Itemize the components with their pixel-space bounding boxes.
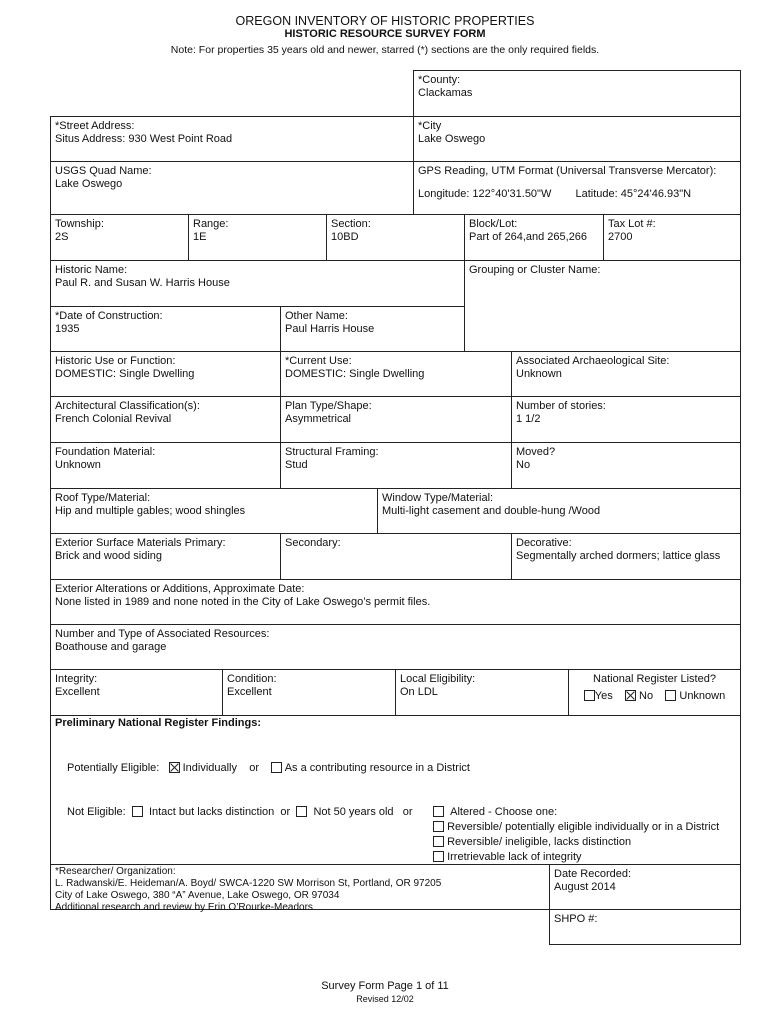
exterior-primary-value: Brick and wood siding	[55, 550, 163, 562]
nr-listed-label: National Register Listed?	[593, 673, 716, 685]
blocklot-label: Block/Lot:	[469, 218, 518, 230]
taxlot-cell	[603, 214, 741, 261]
arch-site-cell	[511, 351, 741, 397]
range-cell	[188, 214, 327, 261]
individually-label: Individually	[182, 762, 237, 774]
moved-label: Moved?	[516, 446, 556, 458]
irretrievable-label: Irretrievable lack of integrity	[447, 851, 582, 863]
street-value: Situs Address: 930 West Point Road	[55, 133, 233, 145]
other-name-label: Other Name:	[285, 310, 348, 322]
irretrievable-checkbox[interactable]	[433, 851, 444, 862]
findings-heading: Preliminary National Register Findings:	[55, 717, 261, 729]
county-value: Clackamas	[418, 87, 473, 99]
local-eligibility-cell	[395, 669, 569, 716]
exterior-primary-label: Exterior Surface Materials Primary:	[55, 537, 226, 549]
framing-value: Stud	[285, 459, 308, 471]
arch-site-label: Associated Archaeological Site:	[516, 355, 670, 367]
street-cell	[50, 116, 414, 162]
current-use-label: *Current Use:	[285, 355, 352, 367]
decorative-cell	[511, 533, 741, 580]
contributing-checkbox[interactable]	[271, 762, 282, 773]
city-label: *City	[418, 120, 442, 132]
local-eligibility-label: Local Eligibility:	[400, 673, 476, 685]
shpo-label: SHPO #:	[554, 913, 598, 925]
historic-use-cell	[50, 351, 281, 397]
usgs-label: USGS Quad Name:	[55, 165, 152, 177]
integrity-label: Integrity:	[55, 673, 98, 685]
reversible1-checkbox[interactable]	[433, 821, 444, 832]
historic-name-cell	[50, 260, 465, 307]
other-name-value: Paul Harris House	[285, 323, 375, 335]
historic-name-label: Historic Name:	[55, 264, 128, 276]
township-cell	[50, 214, 189, 261]
usgs-value: Lake Oswego	[55, 178, 123, 190]
date-recorded-cell	[549, 864, 741, 910]
roof-label: Roof Type/Material:	[55, 492, 151, 504]
researcher-label: *Researcher/ Organization:	[55, 866, 176, 877]
section-label: Section:	[331, 218, 371, 230]
form-subtitle: HISTORIC RESOURCE SURVEY FORM	[284, 28, 486, 40]
individually-checkbox[interactable]	[169, 762, 180, 773]
plan-type-cell	[280, 396, 512, 443]
window-label: Window Type/Material:	[382, 492, 494, 504]
intact-label: Intact but lacks distinction	[148, 806, 275, 818]
foundation-cell	[50, 442, 281, 489]
reversible2-label: Reversible/ ineligible, lacks distinction	[447, 836, 632, 848]
moved-value: No	[516, 459, 531, 471]
historic-name-value: Paul R. and Susan W. Harris House	[55, 277, 230, 289]
framing-label: Structural Framing:	[285, 446, 379, 458]
grouping-cell	[464, 260, 741, 352]
range-label: Range:	[193, 218, 229, 230]
integrity-value: Excellent	[55, 686, 100, 698]
arch-class-cell	[50, 396, 281, 443]
nr-no-label: No	[639, 690, 654, 702]
form-note: Note: For properties 35 years old and newer, starred (*) sections are the only required fields.	[170, 44, 600, 56]
potentially-eligible-label: Potentially Eligible:	[67, 762, 160, 774]
current-use-value: DOMESTIC: Single Dwelling	[285, 368, 425, 380]
gps-label: GPS Reading, UTM Format (Universal Transverse Mercator):	[418, 165, 717, 177]
not50-checkbox[interactable]	[296, 806, 307, 817]
other-name-cell	[280, 306, 465, 352]
page-number: Survey Form Page 1 of 11	[321, 980, 449, 992]
condition-cell	[222, 669, 396, 716]
arch-class-value: French Colonial Revival	[55, 413, 172, 425]
grouping-label: Grouping or Cluster Name:	[469, 264, 601, 276]
local-eligibility-value: On LDL	[400, 686, 438, 698]
gps-latitude: Latitude: 45°24'46.93"N	[575, 188, 692, 200]
city-value: Lake Oswego	[418, 133, 486, 145]
plan-type-value: Asymmetrical	[285, 413, 352, 425]
nr-unknown-label: Unknown	[679, 690, 726, 702]
date-recorded-label: Date Recorded:	[554, 868, 632, 880]
altered-label: Altered - Choose one:	[450, 806, 558, 818]
county-label: *County:	[418, 74, 461, 86]
findings-block	[50, 715, 741, 865]
researcher-cell	[50, 864, 550, 913]
revised-date: Revised 12/02	[356, 994, 414, 1004]
historic-use-label: Historic Use or Function:	[55, 355, 176, 367]
reversible2-row	[433, 836, 631, 848]
condition-label: Condition:	[227, 673, 277, 685]
street-label: *Street Address:	[55, 120, 135, 132]
moved-cell	[511, 442, 741, 489]
altered-checkbox[interactable]	[433, 806, 444, 817]
condition-value: Excellent	[227, 686, 272, 698]
gps-cell	[413, 161, 741, 215]
exterior-primary-cell	[50, 533, 281, 580]
blocklot-cell	[464, 214, 604, 261]
date-construction-cell	[50, 306, 281, 352]
framing-cell	[280, 442, 512, 489]
altered-row	[433, 806, 557, 818]
county-cell	[413, 70, 741, 117]
nr-yes-label: Yes	[594, 690, 613, 702]
current-use-cell	[280, 351, 512, 397]
date-recorded-value: August 2014	[554, 881, 616, 893]
not-eligible-label: Not Eligible:	[67, 806, 126, 818]
not50-label: Not 50 years old	[313, 806, 394, 818]
plan-type-label: Plan Type/Shape:	[285, 400, 372, 412]
researcher-line3: Additional research and review by Erin O’Rourke-Meadors	[55, 902, 313, 913]
arch-site-value: Unknown	[516, 368, 562, 380]
foundation-value: Unknown	[55, 459, 101, 471]
section-value: 10BD	[331, 231, 359, 243]
nr-listed-cell	[568, 669, 741, 716]
nr-unknown-checkbox[interactable]	[665, 690, 676, 701]
usgs-cell	[50, 161, 414, 215]
alterations-value: None listed in 1989 and none noted in the City of Lake Oswego’s permit files.	[55, 596, 431, 608]
or-label-3: or	[402, 806, 413, 818]
resources-value: Boathouse and garage	[55, 641, 167, 653]
secondary-cell	[280, 533, 512, 580]
gps-longitude: Longitude: 122°40'31.50"W	[418, 188, 552, 200]
shpo-cell	[549, 909, 741, 945]
range-value: 1E	[193, 231, 207, 243]
researcher-line2: City of Lake Oswego, 380 “A” Avenue, Lake Oswego, OR 97034	[55, 890, 340, 901]
foundation-label: Foundation Material:	[55, 446, 156, 458]
historic-use-value: DOMESTIC: Single Dwelling	[55, 368, 195, 380]
resources-cell	[50, 624, 741, 670]
researcher-line1: L. Radwanski/E. Heideman/A. Boyd/ SWCA-1220 SW Morrison St, Portland, OR 97205	[55, 878, 442, 889]
taxlot-value: 2700	[608, 231, 633, 243]
form-title: OREGON INVENTORY OF HISTORIC PROPERTIES	[235, 14, 535, 28]
date-construction-label: *Date of Construction:	[55, 310, 163, 322]
window-cell	[377, 488, 741, 534]
resources-label: Number and Type of Associated Resources:	[55, 628, 270, 640]
roof-value: Hip and multiple gables; wood shingles	[55, 505, 246, 517]
stories-value: 1 1/2	[516, 413, 541, 425]
contributing-label: As a contributing resource in a District	[284, 762, 470, 774]
reversible1-label: Reversible/ potentially eligible individually or in a District	[447, 821, 720, 833]
decorative-label: Decorative:	[516, 537, 572, 549]
or-label-1: or	[249, 762, 260, 774]
township-value: 2S	[55, 231, 69, 243]
integrity-cell	[50, 669, 223, 716]
irretrievable-row	[433, 851, 582, 863]
intact-checkbox[interactable]	[132, 806, 143, 817]
decorative-value: Segmentally arched dormers; lattice glass	[516, 550, 721, 562]
window-value: Multi-light casement and double-hung /Wood	[382, 505, 601, 517]
nr-yes-checkbox[interactable]	[584, 690, 595, 701]
reversible2-checkbox[interactable]	[433, 836, 444, 847]
stories-label: Number of stories:	[516, 400, 606, 412]
or-label-2: or	[280, 806, 291, 818]
section-cell	[326, 214, 465, 261]
date-construction-value: 1935	[55, 323, 80, 335]
taxlot-label: Tax Lot #:	[608, 218, 656, 230]
city-cell	[413, 116, 741, 162]
secondary-label: Secondary:	[285, 537, 341, 549]
potentially-eligible-row	[67, 762, 470, 774]
not-eligible-row	[67, 806, 413, 818]
alterations-cell	[50, 579, 741, 625]
nr-no-checkbox[interactable]	[625, 690, 636, 701]
arch-class-label: Architectural Classification(s):	[55, 400, 200, 412]
township-label: Township:	[55, 218, 104, 230]
reversible1-row	[433, 821, 719, 833]
alterations-label: Exterior Alterations or Additions, Approximate Date:	[55, 583, 305, 595]
roof-cell	[50, 488, 378, 534]
blocklot-value: Part of 264,and 265,266	[469, 231, 588, 243]
stories-cell	[511, 396, 741, 443]
